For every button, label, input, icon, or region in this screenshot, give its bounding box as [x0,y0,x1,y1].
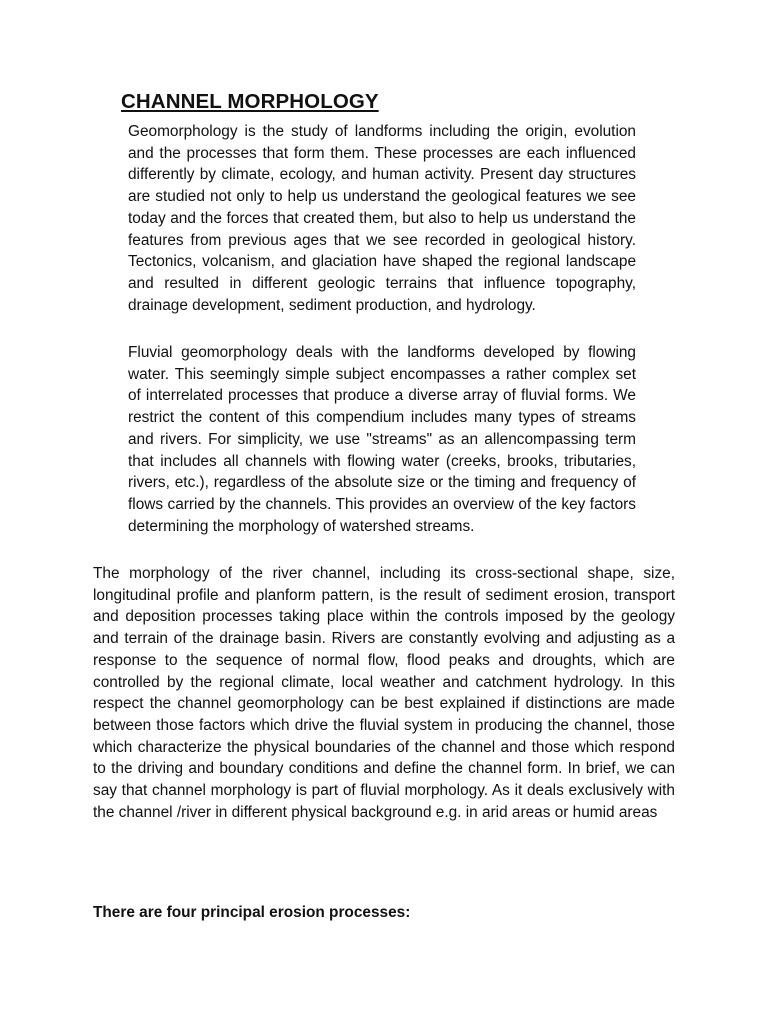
document-title: CHANNEL MORPHOLOGY [121,90,379,113]
erosion-processes-heading: There are four principal erosion processes: [93,904,411,921]
paragraph-geomorphology: Geomorphology is the study of landforms including the origin, evolution and the processes that form them. These processes are each influenced differently by climate, ecology, and human activity. Present day structures are studied not only to help us understand the geological features we see today and the forces that created them, but also to help us understand the features from previous ages that we see recorded in geological history. Tectonics, volcanism, and glaciation have shaped the regional landscape and resulted in different geologic terrains that influence topography, drainage development, sediment production, and hydrology. [128,123,636,314]
paragraph-channel-morphology: The morphology of the river channel, including its cross-sectional shape, size, longitudinal profile and planform pattern, is the result of sediment erosion, transport and deposition processes taking place within the controls imposed by the geology and terrain of the drainage basin. Rivers are constantly evolving and adjusting as a response to the sequence of normal flow, flood peaks and droughts, which are controlled by the regional climate, local weather and catchment hydrology. In this respect the channel geomorphology can be best explained if distinctions are made between those factors which drive the fluvial system in producing the channel, those which characterize the physical boundaries of the channel and those which respond to the driving and boundary conditions and define the channel form. In brief, we can say that channel morphology is part of fluvial morphology. As it deals exclusively with the channel /river in different physical background e.g. in arid areas or humid areas [93,565,675,821]
paragraph-fluvial-geomorphology: Fluvial geomorphology deals with the landforms developed by flowing water. This seemingly simple subject encompasses a rather complex set of interrelated processes that produce a diverse array of fluvial forms. We restrict the content of this compendium includes many types of streams and rivers. For simplicity, we use "streams" as an allencompassing term that includes all channels with flowing water (creeks, brooks, tributaries, rivers, etc.), regardless of the absolute size or the timing and frequency of flows carried by the channels. This provides an overview of the key factors determining the morphology of watershed streams. [128,344,636,535]
